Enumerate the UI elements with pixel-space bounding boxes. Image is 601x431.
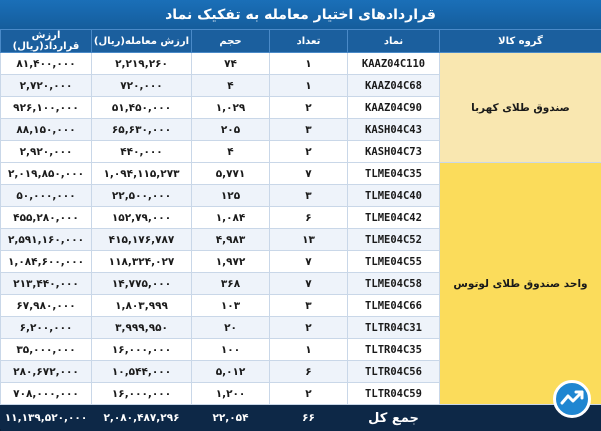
symbol-cell: TLME04C66	[348, 295, 440, 317]
contract-value-cell: ۲,۵۹۱,۱۶۰,۰۰۰	[1, 229, 92, 251]
header-symbol: نماد	[348, 30, 440, 53]
total-row	[1, 405, 601, 431]
count-cell: ۱	[270, 53, 348, 75]
contract-value-cell: ۷۰۸,۰۰۰,۰۰۰	[1, 383, 92, 405]
symbol-cell: TLTR04C59	[348, 383, 440, 405]
contract-value-cell: ۳۵,۰۰۰,۰۰۰	[1, 339, 92, 361]
count-cell: ۷	[270, 251, 348, 273]
trade-value-cell: ۲,۲۱۹,۲۶۰	[92, 53, 192, 75]
trade-value-cell: ۴۱۵,۱۷۶,۷۸۷	[92, 229, 192, 251]
trade-value-cell: ۱,۸۰۳,۹۹۹	[92, 295, 192, 317]
total-volume-cell: ۲۲,۰۵۴	[192, 405, 270, 431]
trade-value-cell: ۱۱۸,۳۲۴,۰۲۷	[92, 251, 192, 273]
volume-cell: ۴	[192, 141, 270, 163]
chart-trend-logo-icon	[553, 380, 591, 418]
volume-cell: ۵,۷۷۱	[192, 163, 270, 185]
symbol-cell: TLME04C40	[348, 185, 440, 207]
total-trade-value-cell: ۲,۰۸۰,۴۸۷,۲۹۶	[92, 405, 192, 431]
contract-value-cell: ۸۸,۱۵۰,۰۰۰	[1, 119, 92, 141]
symbol-cell: KAAZ04C90	[348, 97, 440, 119]
count-cell: ۳	[270, 185, 348, 207]
symbol-cell: KAAZ04C68	[348, 75, 440, 97]
count-cell: ۶	[270, 361, 348, 383]
contract-value-cell: ۸۱,۴۰۰,۰۰۰	[1, 53, 92, 75]
volume-cell: ۵,۰۱۲	[192, 361, 270, 383]
table-row	[1, 163, 601, 185]
options-table	[0, 29, 601, 431]
volume-cell: ۲۰۵	[192, 119, 270, 141]
symbol-cell: KASH04C43	[348, 119, 440, 141]
total-contract-value-cell: ۱۱,۱۳۹,۵۲۰,۰۰۰	[1, 405, 92, 431]
contract-value-cell: ۲,۷۲۰,۰۰۰	[1, 75, 92, 97]
volume-cell: ۱,۰۸۴	[192, 207, 270, 229]
contract-value-cell: ۲۱۳,۴۴۰,۰۰۰	[1, 273, 92, 295]
trade-value-cell: ۱۴,۷۷۵,۰۰۰	[92, 273, 192, 295]
trade-value-cell: ۴۴۰,۰۰۰	[92, 141, 192, 163]
volume-cell: ۱۲۵	[192, 185, 270, 207]
count-cell: ۲	[270, 383, 348, 405]
contract-value-cell: ۱,۰۸۴,۶۰۰,۰۰۰	[1, 251, 92, 273]
count-cell: ۲	[270, 317, 348, 339]
trade-value-cell: ۷۲۰,۰۰۰	[92, 75, 192, 97]
symbol-cell: TLTR04C31	[348, 317, 440, 339]
trade-value-cell: ۲۲,۵۰۰,۰۰۰	[92, 185, 192, 207]
volume-cell: ۷۴	[192, 53, 270, 75]
contract-value-cell: ۶۷,۹۸۰,۰۰۰	[1, 295, 92, 317]
trade-value-cell: ۱۶,۰۰۰,۰۰۰	[92, 339, 192, 361]
volume-cell: ۱,۰۲۹	[192, 97, 270, 119]
total-count-cell: ۶۶	[270, 405, 348, 431]
symbol-cell: TLME04C52	[348, 229, 440, 251]
header-contract-value: ارزش قرارداد(ریال)	[1, 30, 92, 53]
volume-cell: ۱۰۰	[192, 339, 270, 361]
trade-value-cell: ۱,۰۹۴,۱۱۵,۲۷۳	[92, 163, 192, 185]
contract-value-cell: ۲۸۰,۶۷۲,۰۰۰	[1, 361, 92, 383]
trade-value-cell: ۱۵۲,۷۹,۰۰۰	[92, 207, 192, 229]
contract-value-cell: ۲,۰۱۹,۸۵۰,۰۰۰	[1, 163, 92, 185]
trade-value-cell: ۶۵,۶۳۰,۰۰۰	[92, 119, 192, 141]
symbol-cell: TLTR04C56	[348, 361, 440, 383]
header-volume: حجم	[192, 30, 270, 53]
symbol-cell: KAAZ04C110	[348, 53, 440, 75]
symbol-cell: TLTR04C35	[348, 339, 440, 361]
contract-value-cell: ۴۵۵,۲۸۰,۰۰۰	[1, 207, 92, 229]
count-cell: ۷	[270, 273, 348, 295]
volume-cell: ۴,۹۸۳	[192, 229, 270, 251]
header-group: گروه کالا	[440, 30, 601, 53]
header-row	[1, 30, 601, 53]
trade-value-cell: ۱۶,۰۰۰,۰۰۰	[92, 383, 192, 405]
volume-cell: ۱۰۳	[192, 295, 270, 317]
count-cell: ۱	[270, 339, 348, 361]
table-row	[1, 53, 601, 75]
symbol-cell: TLME04C42	[348, 207, 440, 229]
contract-value-cell: ۶,۲۰۰,۰۰۰	[1, 317, 92, 339]
count-cell: ۱	[270, 75, 348, 97]
header-count: تعداد	[270, 30, 348, 53]
count-cell: ۲	[270, 141, 348, 163]
contract-value-cell: ۵۰,۰۰۰,۰۰۰	[1, 185, 92, 207]
volume-cell: ۱,۲۰۰	[192, 383, 270, 405]
volume-cell: ۳۶۸	[192, 273, 270, 295]
symbol-cell: TLME04C55	[348, 251, 440, 273]
total-label-cell: جمع کل	[348, 405, 440, 431]
page-title: قراردادهای اختیار معامله به تفکیک نماد	[0, 0, 601, 29]
symbol-cell: TLME04C58	[348, 273, 440, 295]
volume-cell: ۴	[192, 75, 270, 97]
volume-cell: ۲۰	[192, 317, 270, 339]
group-name-cell: صندوق طلای کهربا	[440, 53, 601, 163]
trade-value-cell: ۵۱,۴۵۰,۰۰۰	[92, 97, 192, 119]
symbol-cell: TLME04C35	[348, 163, 440, 185]
trade-value-cell: ۱۰,۵۴۴,۰۰۰	[92, 361, 192, 383]
contract-value-cell: ۹۲۶,۱۰۰,۰۰۰	[1, 97, 92, 119]
contract-value-cell: ۲,۹۲۰,۰۰۰	[1, 141, 92, 163]
volume-cell: ۱,۹۷۲	[192, 251, 270, 273]
count-cell: ۳	[270, 295, 348, 317]
group-name-cell: واحد صندوق طلای لوتوس	[440, 163, 601, 405]
count-cell: ۱۳	[270, 229, 348, 251]
count-cell: ۷	[270, 163, 348, 185]
symbol-cell: KASH04C73	[348, 141, 440, 163]
count-cell: ۳	[270, 119, 348, 141]
trade-value-cell: ۳,۹۹۹,۹۵۰	[92, 317, 192, 339]
count-cell: ۶	[270, 207, 348, 229]
count-cell: ۲	[270, 97, 348, 119]
header-trade-value: ارزش معامله(ریال)	[92, 30, 192, 53]
